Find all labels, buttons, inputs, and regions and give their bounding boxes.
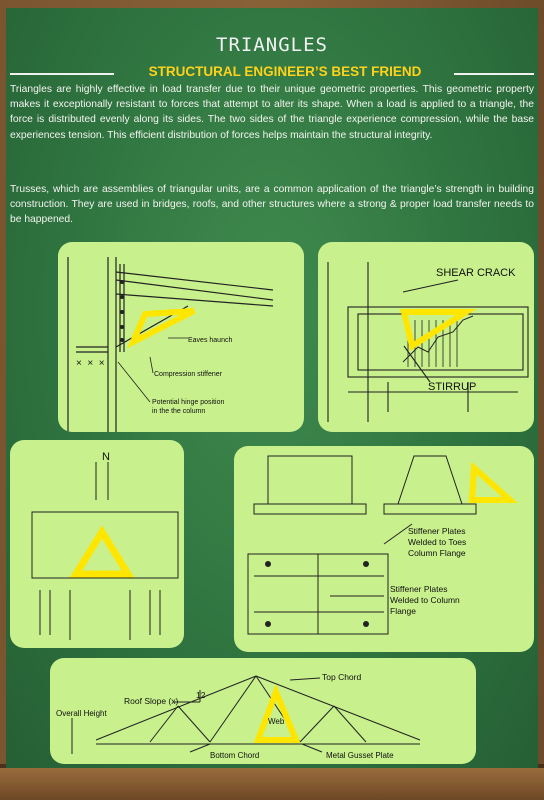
- load-panel: [10, 440, 184, 648]
- load-diagram: [10, 440, 184, 648]
- shear-crack-label: SHEAR CRACK: [436, 267, 516, 279]
- page-subtitle: STRUCTURAL ENGINEER’S BEST FRIEND: [148, 64, 422, 79]
- gusset-label: Metal Gusset Plate: [326, 751, 394, 760]
- truss-panel: [50, 658, 476, 764]
- chalk-ledge: [0, 768, 544, 800]
- highlight-triangle: [133, 311, 194, 342]
- toes-label-3: Column Flange: [408, 548, 466, 558]
- highlight-triangle: [472, 468, 510, 500]
- truss-paragraph: Trusses, which are assemblies of triangular units, are a common application of the triangle’s strength in building construction. They are used in bridges, roofs, and other structures where a strong & proper load transfer needs to be happened.: [10, 184, 534, 226]
- highlight-triangle: [76, 532, 128, 574]
- stiffener-label: Compression stiffener: [154, 371, 222, 378]
- twelve-label: 12: [196, 690, 206, 700]
- bottom-chord-label: Bottom Chord: [210, 751, 260, 760]
- truss-diagram: [50, 658, 476, 764]
- eaves-label: Eaves haunch: [188, 337, 233, 344]
- highlight-triangle: [258, 692, 296, 740]
- subtitle-rule-left: [10, 73, 114, 75]
- page-title: TRIANGLES: [216, 34, 328, 56]
- subtitle-rule-right: [454, 73, 534, 75]
- stiffener-diagram: [234, 446, 534, 652]
- beam-diagram: [318, 242, 534, 432]
- subtitle-row: [6, 64, 538, 82]
- n-label: N: [102, 451, 110, 463]
- top-chord-label: Top Chord: [322, 672, 362, 682]
- svg-text:× × ×: × × ×: [76, 358, 105, 369]
- toes-label-2: Welded to Toes: [408, 537, 467, 547]
- hinge-label-2: in the the column: [152, 408, 206, 415]
- col-label-2: Welded to Column: [390, 595, 460, 605]
- toes-label-1: Stiffener Plates: [408, 526, 466, 536]
- overall-height-label: Overall Height: [56, 709, 107, 718]
- stirrup-label: STIRRUP: [428, 381, 477, 393]
- shear-crack-panel: [318, 242, 534, 432]
- intro-paragraph: Triangles are highly effective in load transfer due to their unique geometric properties. This geometric property makes it exceptionally resistant to forces that attempt to alter its shape. When a load is applied to a triangle, the force is distributed evenly along its sides. The two sides of the triangle experience compression, while the base experiences tension. This efficient distribution of forces helps maintain the structural integrity.: [10, 84, 534, 141]
- hinge-label-1: Potential hinge position: [152, 399, 225, 406]
- haunch-diagram: [58, 242, 304, 432]
- web-label: Web: [268, 717, 285, 726]
- roof-slope-label: Roof Slope (x): [124, 696, 179, 706]
- haunch-panel: [58, 242, 304, 432]
- col-label-3: Flange: [390, 606, 416, 616]
- stiffener-panel: [234, 446, 534, 652]
- col-label-1: Stiffener Plates: [390, 584, 448, 594]
- chalkboard: [6, 8, 538, 768]
